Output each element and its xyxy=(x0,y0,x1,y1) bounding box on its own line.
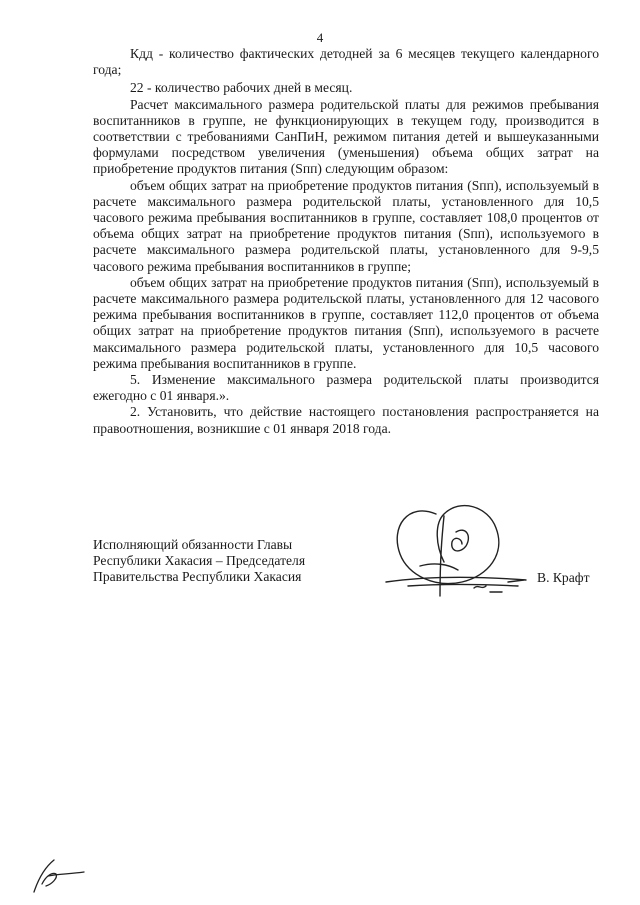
paragraph-calculation-intro: Расчет максимального размера родительской платы для режимов пребывания воспитанников в группе, не функционирующих в текущем году, производится в соответствии с требованиями СанПиН, режимом питания детей и вышеуказанными формулами посредством увеличения (уменьшения) объема общих затрат на приобретение продуктов питания (Sпп) следующим образом: xyxy=(93,96,599,177)
signatory-title-line-2: Республики Хакасия – Председателя xyxy=(93,553,306,569)
handwritten-initials-icon xyxy=(28,854,88,896)
signatory-title-line-3: Правительства Республики Хакасия xyxy=(93,569,302,585)
signatory-title xyxy=(93,537,305,586)
handwritten-signature-icon xyxy=(378,492,528,607)
document-body xyxy=(93,46,599,437)
paragraph-effective-date: 2. Установить, что действие настоящего постановления распространяется на правоотношения, возникшие с 01 января 2018 года. xyxy=(93,404,599,436)
signatory-name: В. Крафт xyxy=(537,570,590,585)
page-number: 4 xyxy=(316,30,324,45)
paragraph-working-days: 22 - количество рабочих дней в месяц. xyxy=(130,80,353,96)
paragraph-12-hour-mode: объем общих затрат на приобретение продуктов питания (Sпп), используемый в расчете максимального размера родительской платы, установленного для 12 часового режима пребывания воспитанников в группе, составляет 112,0 процентов от объема общих затрат на приобретение продуктов питания (Sпп), используемого в расчете максимального размера родительской платы, установленного для 10,5 часового режима пребывания воспитанников в группе. xyxy=(93,274,599,371)
paragraph-annual-change: 5. Изменение максимального размера родительской платы производится ежегодно с 01 января.». xyxy=(93,372,599,404)
paragraph-kdd-definition: Кдд - количество фактических детодней за 6 месяцев текущего календарного года; xyxy=(93,46,599,78)
paragraph-10-5-hour-mode: объем общих затрат на приобретение продуктов питания (Sпп), используемый в расчете максимального размера родительской платы, установленного для 10,5 часового режима пребывания воспитанников в группе, составляет 108,0 процентов от объема общих затрат на приобретение продуктов питания (Sпп), используемого в расчете максимального размера родительской платы, установленного для 9-9,5 часового режима пребывания воспитанников в группе; xyxy=(93,177,599,274)
signatory-title-line-1: Исполняющий обязанности Главы xyxy=(93,537,293,552)
